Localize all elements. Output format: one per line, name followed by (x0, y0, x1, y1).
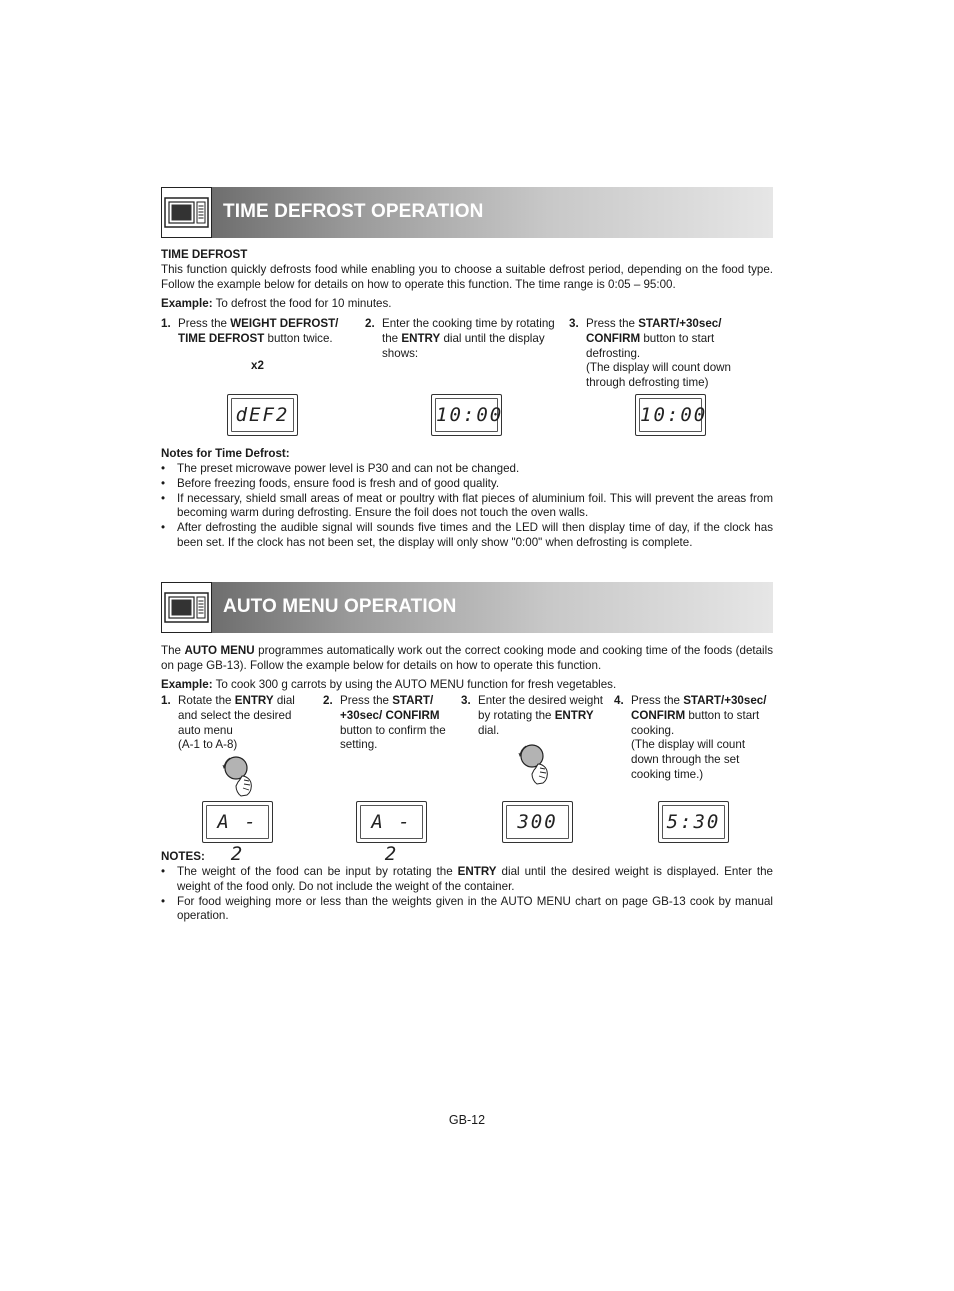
section-header-auto-menu (161, 582, 773, 633)
step-text-post: button twice. (264, 331, 333, 345)
step-text-post: button to start cooking. (631, 708, 760, 737)
lcd-readout: dEF2 (231, 398, 294, 432)
step-text-bold: ENTRY (401, 331, 441, 345)
step-text-post: dial until the display shows: (382, 331, 545, 360)
list-item: • If necessary, shield small areas of meat or poultry with flat pieces of aluminium foil. This will prevent the areas from becoming warm during defrosting. Ensure the foil does not touch the oven walls. (161, 492, 773, 522)
note-pre: For food weighing more or less than the weights given in the AUTO MENU chart on page GB-13 cook by manual operation. (177, 894, 773, 923)
notes-list-auto-menu (161, 865, 773, 924)
step-text-pre: Rotate the (178, 694, 235, 707)
step-text (382, 317, 560, 361)
td-step-2 (365, 317, 560, 377)
section-title: TIME DEFROST OPERATION (223, 201, 484, 222)
lcd-display (658, 801, 729, 843)
lcd-display (502, 801, 573, 843)
step-text-bold: START/+30sec/ CONFIRM (586, 317, 722, 345)
step-text-bold: ENTRY (234, 694, 274, 707)
example-label: Example: (161, 678, 213, 691)
section-title: AUTO MENU OPERATION (223, 596, 457, 617)
step-text-pre: Enter the desired weight by rotating the (478, 694, 604, 722)
lcd-readout: 10:00 (639, 398, 702, 432)
lcd-readout: A - 2 (360, 805, 423, 839)
step-text-post: button to start defrosting. (586, 331, 715, 360)
notes-heading-auto-menu: NOTES: (161, 850, 205, 863)
lcd-display (635, 394, 706, 436)
step-text-pre: Enter the cooking time by rotating the (382, 317, 555, 345)
page-number: GB-12 (448, 1113, 486, 1127)
am-step-2 (323, 694, 453, 754)
step-note: (The display will count down through the set cooking time.) (631, 738, 746, 781)
subheading-time-defrost: TIME DEFROST (161, 248, 248, 261)
lcd-readout: 300 (506, 805, 569, 839)
step-number: 1. (161, 694, 171, 707)
list-item: • The preset microwave power level is P30 and can not be changed. (161, 462, 773, 477)
intro-auto-menu (161, 644, 773, 674)
step-text (178, 694, 306, 753)
intro-bold: AUTO MENU (184, 644, 255, 657)
am-step-1 (161, 694, 306, 754)
lcd-readout: 10:00 (435, 398, 498, 432)
intro-post: programmes automatically work out the correct cooking mode and cooking time of the foods (details on page GB-13). Follow the example below for details on how to operate this function. (161, 644, 774, 672)
press-count: x2 (251, 359, 264, 372)
lcd-display (202, 801, 273, 865)
step-text-bold: START/+30sec/ CONFIRM (631, 694, 767, 722)
step-text (586, 317, 766, 391)
note-post: dial until the desired weight is displayed. Enter the weight of the food only. Do not include the weight of the container. (177, 865, 773, 893)
lcd-display (431, 394, 502, 436)
step-text-post: button to confirm the setting. (340, 723, 446, 752)
step-text-bold: WEIGHT DEFROST/ TIME DEFROST (178, 317, 339, 345)
step-note: (A-1 to A-8) (178, 738, 238, 752)
td-step-3 (569, 317, 769, 392)
intro-pre: The (161, 644, 185, 657)
lcd-readout: 5:30 (662, 805, 725, 839)
microwave-icon (161, 582, 212, 633)
example-text: To defrost the food for 10 minutes. (212, 297, 392, 310)
notes-list-time-defrost (161, 462, 773, 551)
list-item: • After defrosting the audible signal will sounds five times and the LED will then display time of day, if the clock has been set. If the clock has not been set, the display will only show "0:00" when defrosting is complete. (161, 521, 773, 551)
lcd-display (356, 801, 427, 865)
step-text (631, 694, 773, 783)
lcd-display (227, 394, 298, 436)
step-text-pre: Press the (340, 694, 393, 707)
dial-hand-icon (516, 742, 556, 786)
example-time-defrost (161, 297, 773, 312)
step-note: (The display will count down through defrosting time) (586, 361, 731, 390)
lcd-readout: A - 2 (206, 805, 269, 839)
step-text-pre: Press the (178, 317, 231, 330)
step-text-bold: START/ +30sec/ CONFIRM (340, 694, 440, 722)
intro-time-defrost: This function quickly defrosts food while enabling you to choose a suitable defrost period, depending on the food type. Follow the example below for details on how to operate this function. The time range is 0:05 – 95:00. (161, 263, 773, 291)
microwave-icon (161, 187, 212, 238)
step-number: 2. (323, 694, 333, 707)
step-number: 3. (461, 694, 471, 707)
step-text-pre: Press the (631, 694, 684, 707)
note-bold: ENTRY (457, 865, 497, 878)
section-header-time-defrost (161, 187, 773, 238)
step-text (340, 694, 452, 753)
list-item: • Before freezing foods, ensure food is fresh and of good quality. (161, 477, 773, 492)
am-step-4 (614, 694, 774, 784)
list-item (161, 895, 773, 925)
step-number: 1. (161, 317, 171, 330)
step-text-bold: ENTRY (554, 708, 594, 722)
step-number: 4. (614, 694, 624, 707)
step-number: 2. (365, 317, 375, 330)
step-text-pre: Press the (586, 317, 639, 330)
step-text (178, 317, 348, 347)
example-label: Example: (161, 297, 213, 310)
example-auto-menu (161, 678, 773, 693)
step-number: 3. (569, 317, 579, 330)
example-text: To cook 300 g carrots by using the AUTO MENU function for fresh vegetables. (212, 678, 617, 691)
step-text-post: dial and select the desired auto menu (178, 694, 295, 737)
notes-heading-time-defrost: Notes for Time Defrost: (161, 447, 290, 460)
list-item (161, 865, 773, 895)
step-text-post: dial. (478, 723, 500, 737)
note-pre: The weight of the food can be input by rotating the (177, 865, 458, 878)
dial-hand-icon (220, 754, 260, 798)
step-text (478, 694, 606, 738)
